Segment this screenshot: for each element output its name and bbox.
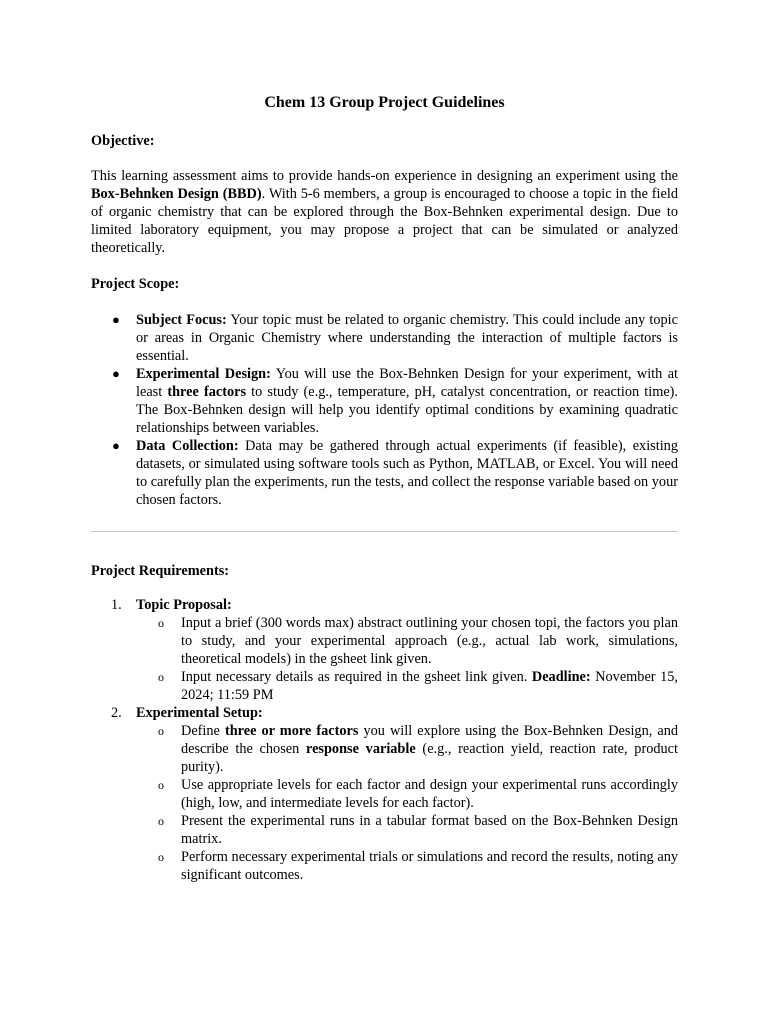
sub-item [136,668,678,704]
scope-item-subject-focus [91,311,678,365]
objective-bold-bbd: Box-Behnken Design (BBD) [91,186,262,202]
circle-bullet-icon: o [158,616,164,630]
section-divider [91,531,678,532]
sub-item-bold: three or more factors [224,723,359,739]
requirement-number: 1. [111,597,122,613]
page-title: Chem 13 Group Project Guidelines [264,94,505,111]
sub-item [136,722,678,776]
scope-item-bold: three factors [167,384,247,400]
scope-item-text: to study (e.g., temperature, pH, catalyst concentration, or reaction time). The Box-Behnken design will help you identify optimal conditions by examining quadratic relationships between variables. [136,384,678,436]
scope-item-experimental-design [91,365,678,437]
sub-item-text: Input a brief (300 words max) abstract outlining your chosen topi, the factors you plan to study, and your experimental approach (e.g., actual lab work, simulations, theoretical models) in the gsheet link given. [181,615,678,667]
requirement-title: Topic Proposal: [136,597,232,613]
bullet-icon: ● [112,438,120,453]
sub-item-text: (e.g., reaction yield, reaction rate, product purity). [181,741,678,775]
requirement-title: Experimental Setup: [136,705,263,721]
requirements-list [91,596,678,884]
scope-item-text: Data may be gathered through actual experiments (if feasible), existing datasets, or simulated using software tools such as Python, MATLAB, or Excel. You will need to carefully plan the experiments, run the tests, and collect the response variable based on your chosen factors. [136,438,678,508]
requirement-number: 2. [111,705,122,721]
objective-text-2: . With 5-6 members, a group is encouraged to choose a topic in the field of organic chemistry that can be explored through the Box-Behnken experimental design. Due to limited laboratory equipment, you may propose a project that can be simulated or analyzed theoretically. [91,186,678,256]
scope-heading: Project Scope: [91,276,180,292]
sub-item [136,812,678,848]
sub-item-bold: response variable [305,741,416,757]
deadline-value: November 15, 2024; 11:59 PM [181,669,678,703]
sub-item-text: you will explore using the Box-Behnken Design, and describe the chosen [181,723,678,757]
scope-item-data-collection [91,437,678,509]
scope-item-label: Data Collection: [136,438,239,454]
bullet-icon: ● [112,366,120,381]
scope-item-text: Your topic must be related to organic chemistry. This could include any topic or areas in Organic Chemistry where understanding the interaction of multiple factors is essential. [136,312,678,364]
sub-item-text: Perform necessary experimental trials or simulations and record the results, noting any significant outcomes. [181,849,678,883]
requirements-heading: Project Requirements: [91,563,230,579]
objective-paragraph [91,167,678,257]
sub-item [136,614,678,668]
sub-item-text: Use appropriate levels for each factor and design your experimental runs accordingly (high, low, and intermediate levels for each factor). [181,777,678,811]
requirement-item-experimental-setup [91,704,678,884]
scope-list [91,311,678,509]
circle-bullet-icon: o [158,814,164,828]
objective-heading: Objective: [91,133,155,149]
sub-item-text: Present the experimental runs in a tabular format based on the Box-Behnken Design matrix. [181,813,678,847]
requirement-sublist [136,722,678,884]
sub-item-text: Define [181,723,225,739]
scope-item-label: Experimental Design: [136,366,271,382]
sub-item [136,848,678,884]
circle-bullet-icon: o [158,724,164,738]
circle-bullet-icon: o [158,850,164,864]
sub-item [136,776,678,812]
circle-bullet-icon: o [158,670,164,684]
deadline-label: Deadline: [531,669,591,685]
sub-item-text: Input necessary details as required in the gsheet link given. [181,669,528,685]
requirement-item-topic-proposal [91,596,678,704]
requirement-sublist [136,614,678,704]
objective-text-1: This learning assessment aims to provide hands-on experience in designing an experiment using the [91,168,678,184]
bullet-icon: ● [112,312,120,327]
circle-bullet-icon: o [158,778,164,792]
scope-item-text: You will use the Box-Behnken Design for your experiment, with at least [136,366,679,400]
scope-item-label: Subject Focus: [136,312,227,328]
